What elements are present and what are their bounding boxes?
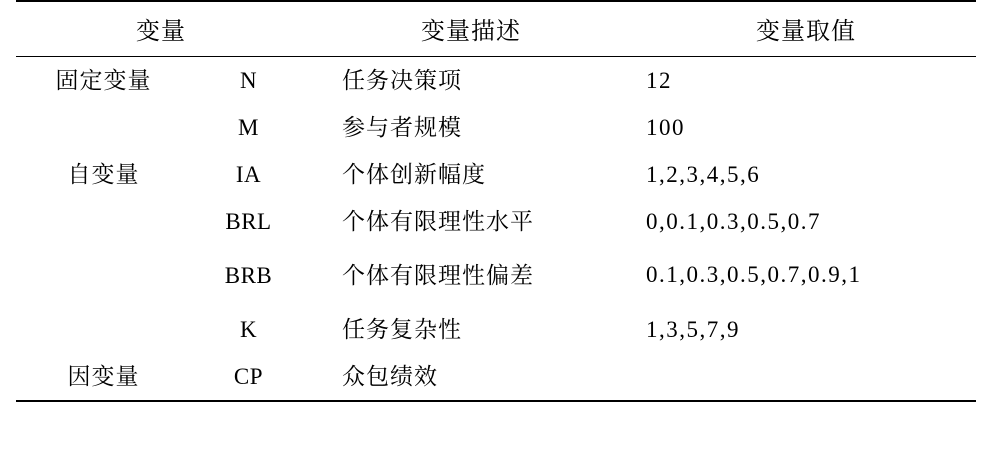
row-category: 自变量: [67, 162, 140, 188]
row-value: 1,2,3,4,5,6: [646, 162, 761, 188]
row-symbol: M: [238, 115, 259, 141]
row-category: 因变量: [67, 364, 140, 390]
header-variable: 变量: [16, 1, 306, 57]
row-description: 众包绩效: [342, 364, 438, 390]
table-row: [16, 353, 976, 401]
row-description: 参与者规模: [342, 115, 462, 141]
table-row: [16, 306, 976, 353]
row-category: [16, 245, 191, 306]
table-row: [16, 151, 976, 198]
row-category: [16, 104, 191, 151]
row-category: [16, 306, 191, 353]
row-symbol: IA: [235, 162, 262, 188]
bottom-rule-cell: [16, 401, 976, 408]
row-category: [16, 198, 191, 245]
header-description: 变量描述: [306, 1, 636, 57]
row-value-text: 0.1,0.3,0.5,0.7,0.9,1: [646, 262, 862, 288]
row-value: 1,3,5,7,9: [646, 316, 740, 342]
row-symbol: CP: [233, 364, 264, 390]
row-description: 个体创新幅度: [342, 162, 486, 188]
row-value: 100: [646, 115, 685, 141]
row-symbol: K: [239, 316, 258, 342]
row-description: 任务复杂性: [342, 316, 462, 342]
table-header-row: [16, 1, 976, 57]
row-value: [636, 245, 976, 306]
row-description: 个体有限理性水平: [342, 209, 534, 235]
table-row: [16, 57, 976, 105]
variable-definition-table: [16, 0, 976, 408]
row-description: 个体有限理性偏差: [342, 263, 534, 289]
row-value: [636, 353, 976, 401]
table-row: [16, 104, 976, 151]
row-value: 12: [636, 57, 976, 105]
row-symbol: BRB: [224, 263, 273, 289]
table-bottom-rule: [16, 401, 976, 408]
row-value: 0,0.1,0.3,0.5,0.7: [646, 209, 821, 235]
row-description: 任务决策项: [306, 57, 636, 105]
row-symbol: N: [191, 57, 306, 105]
row-category: 固定变量: [16, 57, 191, 105]
header-value: 变量取值: [636, 1, 976, 57]
row-symbol: BRL: [225, 209, 272, 235]
table-row: [16, 198, 976, 245]
table-row: [16, 245, 976, 306]
